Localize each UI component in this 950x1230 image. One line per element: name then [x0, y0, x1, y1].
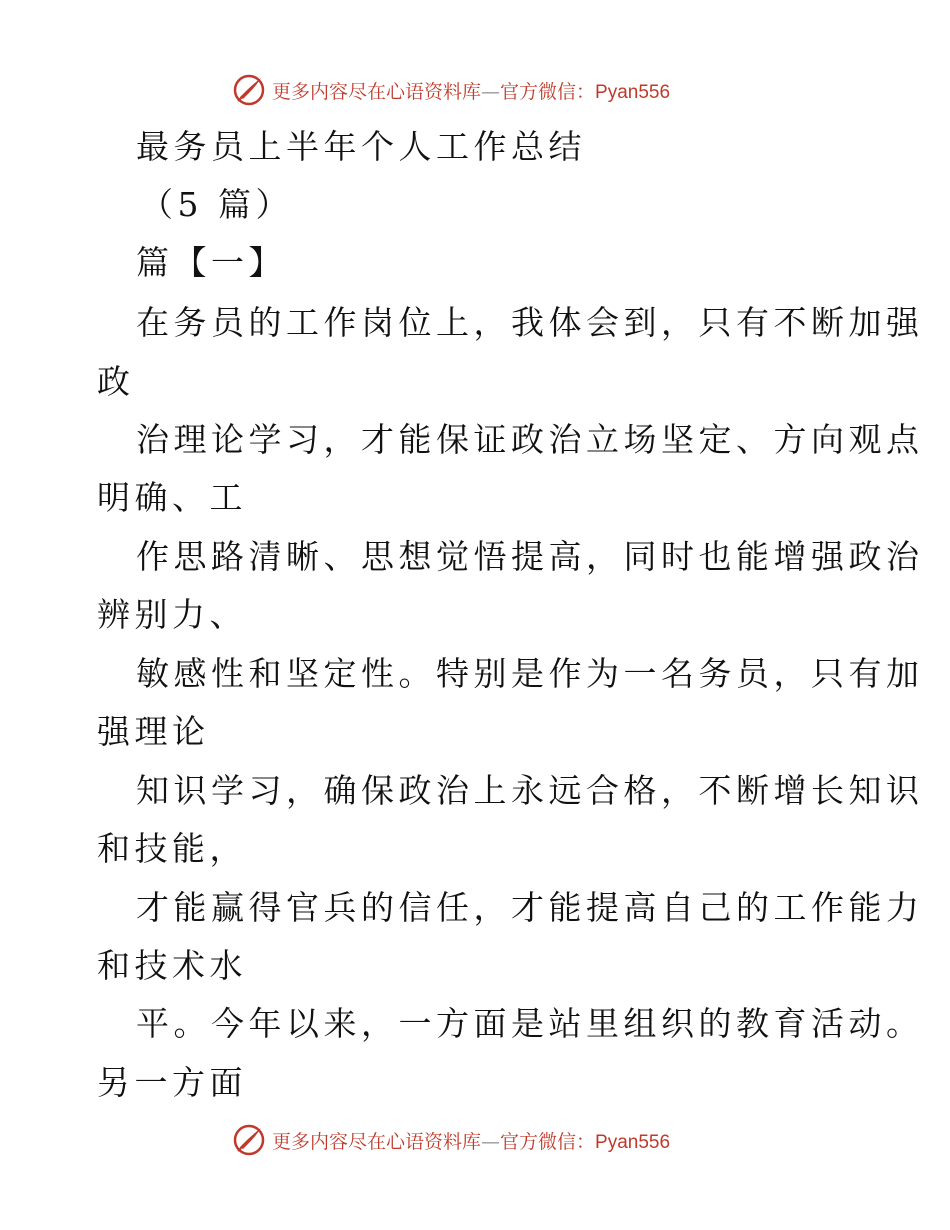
paragraph-line: 在务员的工作岗位上，我体会到，只有不断加强: [136, 303, 924, 342]
paragraph-line: 辨别力、: [97, 595, 247, 634]
watermark-wechat-id: Pyan556: [595, 81, 671, 103]
header-watermark: [232, 72, 670, 108]
watermark-wechat-id: Pyan556: [595, 1131, 671, 1153]
document-subtitle: （5 篇）: [140, 185, 293, 224]
watermark-label: 官方微信：: [500, 80, 596, 103]
paragraph-line: 强理论: [97, 712, 210, 751]
watermark-text: 更多内容尽在心语资料库: [272, 1130, 482, 1153]
paragraph-line: 明确、工: [97, 478, 247, 517]
paragraph-line: 敏感性和坚定性。特别是作为一名务员，只有加: [136, 654, 924, 693]
paragraph-line: 政: [97, 362, 135, 401]
paragraph-line: 另一方面: [97, 1063, 247, 1102]
paragraph-line: 作思路清晰、思想觉悟提高，同时也能增强政治: [136, 537, 924, 576]
section-heading: 篇【一】: [136, 243, 286, 282]
watermark-dash: —: [481, 1130, 501, 1153]
quill-pen-logo-icon: [232, 1123, 266, 1157]
footer-watermark: [232, 1122, 670, 1158]
paragraph-line: 治理论学习，才能保证政治立场坚定、方向观点: [136, 420, 924, 459]
paragraph-line: 平。今年以来，一方面是站里组织的教育活动。: [136, 1004, 924, 1043]
paragraph-line: 和技术水: [97, 946, 247, 985]
watermark-label: 官方微信：: [500, 1130, 596, 1153]
quill-pen-logo-icon: [232, 73, 266, 107]
paragraph-line: 才能赢得官兵的信任，才能提高自己的工作能力: [136, 888, 924, 927]
paragraph-line: 和技能，: [97, 829, 247, 868]
paragraph-line: 知识学习，确保政治上永远合格，不断增长知识: [136, 771, 924, 810]
watermark-text: 更多内容尽在心语资料库: [272, 80, 482, 103]
document-title: 最务员上半年个人工作总结: [136, 127, 586, 166]
watermark-dash: —: [481, 80, 501, 103]
